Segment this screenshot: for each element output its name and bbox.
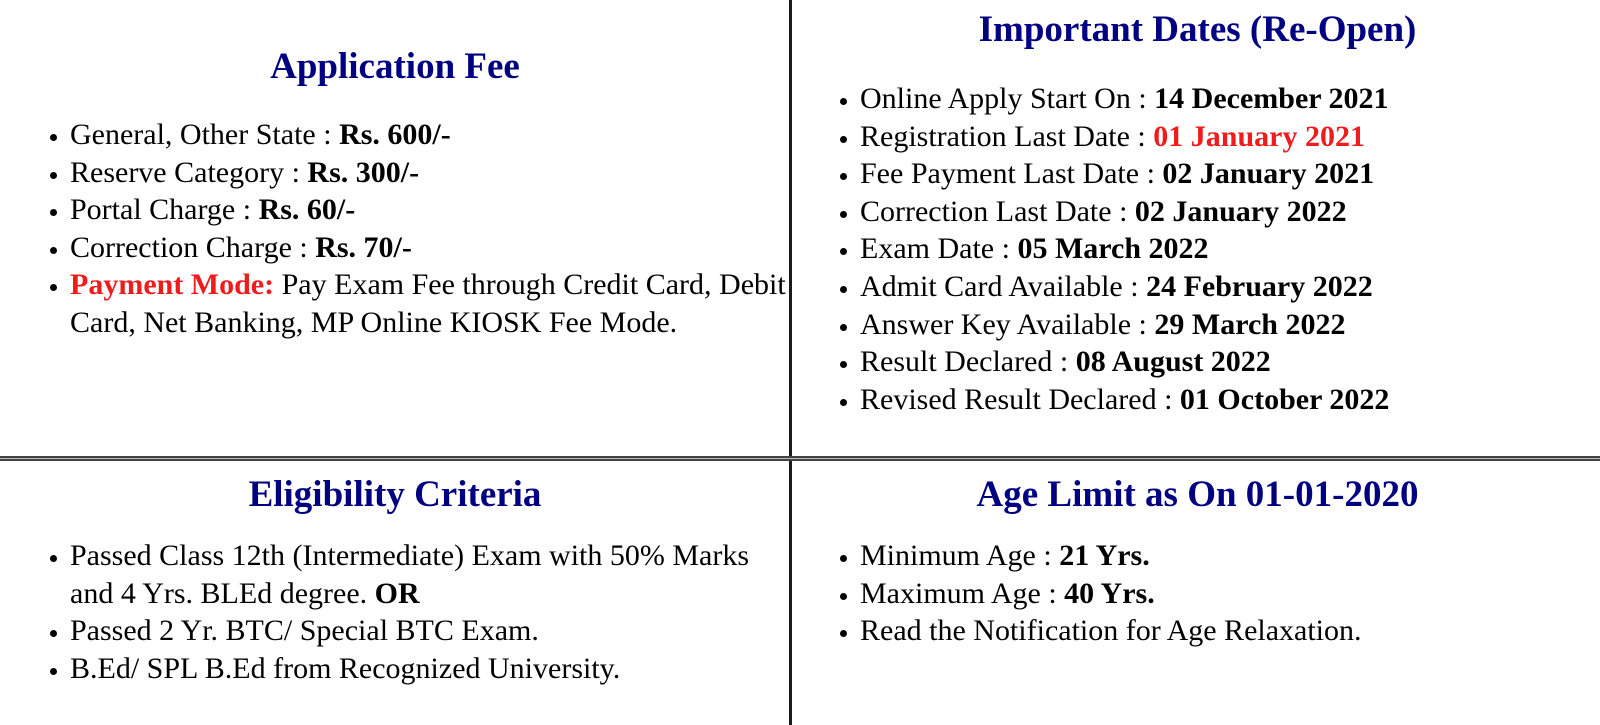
- list-item: • Passed 2 Yr. BTC/ Special BTC Exam.: [70, 612, 770, 650]
- fee-value: Rs. 60/-: [258, 193, 356, 227]
- list-item: • Correction Charge : Rs. 70/-: [70, 229, 790, 267]
- application-fee-cell: [0, 0, 790, 455]
- application-fee-title: Application Fee: [270, 46, 520, 87]
- list-item: • Correction Last Date : 02 January 2022: [860, 193, 1600, 231]
- list-item: • B.Ed/ SPL B.Ed from Recognized University.: [70, 650, 770, 688]
- age-limit-cell: [795, 462, 1600, 725]
- date-value: 08 August 2022: [1075, 345, 1271, 379]
- fee-value: Rs. 300/-: [307, 155, 420, 189]
- list-item: • Answer Key Available : 29 March 2022: [860, 306, 1600, 344]
- list-item: • Result Declared : 08 August 2022: [860, 343, 1600, 381]
- application-fee-list: [0, 116, 790, 342]
- date-value: 05 March 2022: [1017, 232, 1209, 266]
- or-label: OR: [374, 576, 420, 610]
- list-item: • Minimum Age : 21 Yrs.: [860, 537, 1600, 575]
- list-item: • Passed Class 12th (Intermediate) Exam with 50% Marks and 4 Yrs. BLEd degree. OR: [70, 537, 770, 612]
- age-value: 21 Yrs.: [1059, 539, 1150, 572]
- important-dates-title: Important Dates (Re-Open): [978, 9, 1417, 50]
- list-item: • Exam Date : 05 March 2022: [860, 230, 1600, 268]
- eligibility-cell: [0, 462, 790, 725]
- vertical-divider: [789, 0, 792, 725]
- horizontal-divider: [0, 456, 1600, 461]
- list-item: • Maximum Age : 40 Yrs.: [860, 575, 1600, 613]
- fee-value: Rs. 70/-: [315, 230, 412, 264]
- age-value: 40 Yrs.: [1064, 576, 1155, 610]
- age-limit-title: Age Limit as On 01-01-2020: [976, 474, 1419, 515]
- important-dates-list: [790, 80, 1600, 418]
- list-item: • Admit Card Available : 24 February 2022: [860, 268, 1600, 306]
- payment-mode-item: [70, 266, 790, 341]
- date-value: 02 January 2021: [1162, 157, 1375, 191]
- important-dates-cell: [795, 0, 1600, 455]
- fee-value: Rs. 600/-: [339, 118, 451, 151]
- list-item: • Online Apply Start On : 14 December 2021: [860, 80, 1600, 118]
- date-value: 14 December 2021: [1154, 82, 1389, 115]
- date-value: 02 January 2022: [1134, 194, 1347, 228]
- list-item: • General, Other State : Rs. 600/-: [70, 116, 790, 154]
- date-value: 01 October 2022: [1179, 382, 1390, 416]
- list-item: • Reserve Category : Rs. 300/-: [70, 154, 790, 192]
- list-item: • Registration Last Date : 01 January 2021: [860, 118, 1600, 156]
- age-limit-list: [790, 537, 1600, 650]
- list-item: • Portal Charge : Rs. 60/-: [70, 191, 790, 229]
- payment-mode-label: Payment Mode:: [70, 268, 275, 302]
- payment-mode-text: Pay Exam Fee through Credit Card, Debit Card, Net Banking, MP Online KIOSK Fee Mode.: [70, 268, 786, 339]
- date-value: 29 March 2022: [1154, 307, 1346, 341]
- list-item: • Fee Payment Last Date : 02 January 2021: [860, 155, 1600, 193]
- eligibility-title: Eligibility Criteria: [248, 474, 542, 515]
- list-item: • Revised Result Declared : 01 October 2022: [860, 381, 1600, 419]
- date-value: 24 February 2022: [1146, 269, 1373, 303]
- eligibility-list: [0, 537, 770, 687]
- date-value: 01 January 2021: [1153, 119, 1365, 153]
- list-item: • Read the Notification for Age Relaxation.: [860, 612, 1600, 650]
